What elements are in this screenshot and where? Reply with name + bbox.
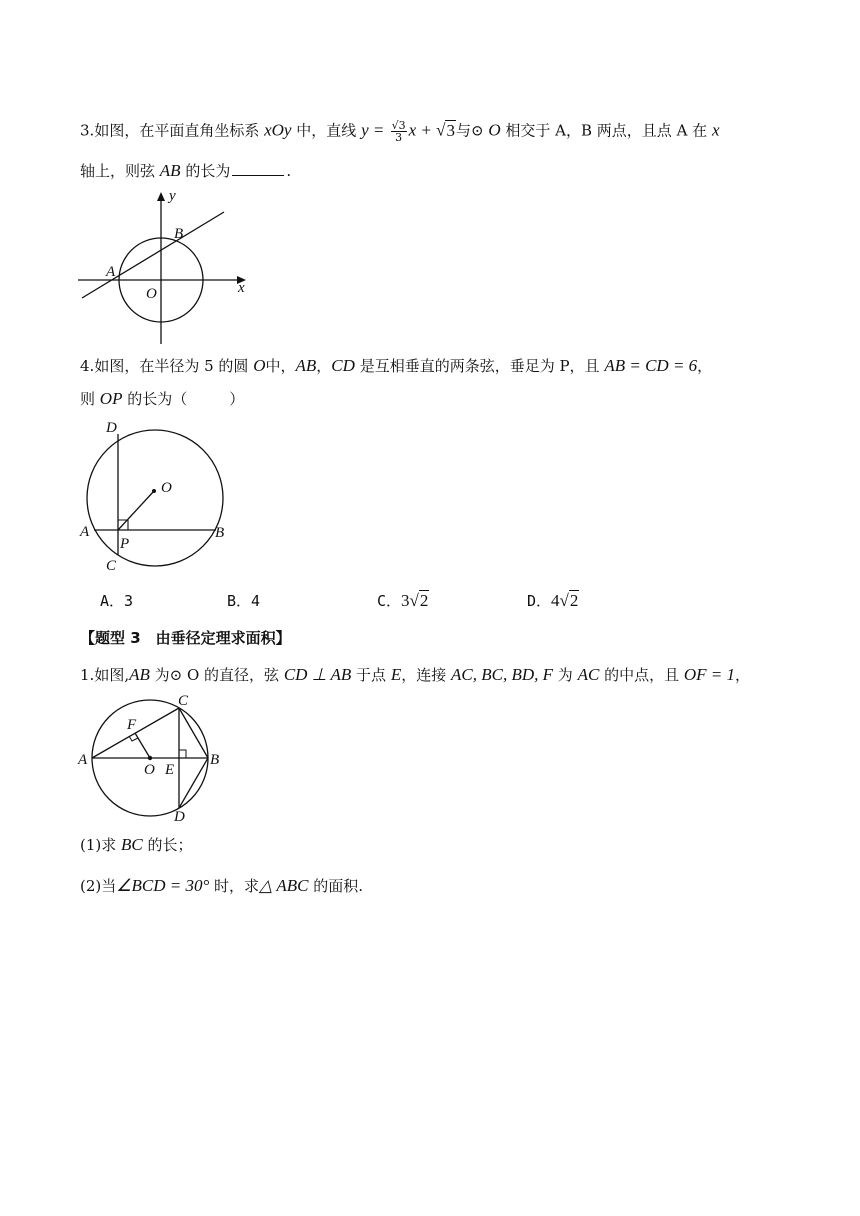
q4-figure <box>70 414 240 576</box>
point-o <box>148 756 152 760</box>
q3-text: 如图，在平面直角坐标系 <box>94 121 260 140</box>
right-angle-mark-e <box>179 750 186 758</box>
point-o <box>152 489 156 493</box>
svg-text:A: A <box>78 752 88 768</box>
segment-bd <box>179 758 208 808</box>
option-a[interactable]: A．3 <box>100 592 134 610</box>
p1-perp: CD ⊥ AB <box>283 665 352 684</box>
svg-text:O: O <box>144 762 155 778</box>
q3-text: 相交于 A，B 两点，且点 A 在 <box>505 121 708 140</box>
answer-blank[interactable] <box>232 161 284 176</box>
svg-text:E: E <box>165 762 175 778</box>
y-axis-arrow-icon <box>157 192 165 201</box>
svg-text:B: B <box>215 525 225 541</box>
q3-var-x: x <box>711 120 720 140</box>
q3-var-ab: AB <box>159 161 181 180</box>
svg-text:F: F <box>127 717 137 733</box>
svg-text:O: O <box>161 480 172 496</box>
option-c[interactable]: C．3√2 <box>377 591 429 610</box>
svg-text:A: A <box>80 524 90 540</box>
q3-eq-mid: x + <box>408 120 437 140</box>
svg-text:B: B <box>210 752 220 768</box>
option-b[interactable]: B．4 <box>227 592 261 610</box>
q4-line-2: 则 OP 的长为（ ） <box>80 389 245 408</box>
p1-line-1: 1.如图,AB 为⊙ O 的直径，弦 CD ⊥ AB 于点 E，连接 AC, BC, BD, F 为 AC 的中点，且 OF = 1， <box>80 665 751 684</box>
q3-text: 中，直线 <box>296 121 357 140</box>
segment-op <box>118 491 154 530</box>
label-b: B <box>174 226 184 242</box>
q3-text: 与⊙ <box>455 121 484 140</box>
q3-eq-lhs: y = <box>361 120 389 140</box>
label-x: x <box>238 280 245 296</box>
p1-figure <box>70 688 230 824</box>
q3-line-1 <box>80 120 720 143</box>
svg-text:D: D <box>106 420 117 436</box>
q3-fraction: $\frac{√3}{3}$ <box>391 119 406 144</box>
segment-of <box>135 733 150 758</box>
section-heading: 【题型 3 由垂径定理求面积】 <box>80 629 291 647</box>
q3-line-2: 轴上，则弦 AB 的长为 . <box>80 161 292 180</box>
p1-sub-2: (2)当∠BCD = 30° 时，求△ ABC 的面积. <box>80 876 364 895</box>
q3-number: 3. <box>80 121 95 140</box>
q4-line-1: 4.如图，在半径为 5 的圆 O中，AB，CD 是互相垂直的两条弦，垂足为 P，且 AB = CD = 6， <box>80 356 713 375</box>
q3-sqrt: √3 <box>436 120 455 140</box>
svg-text:C: C <box>178 693 189 709</box>
label-y: y <box>169 188 176 204</box>
svg-text:P: P <box>120 536 130 552</box>
label-a: A <box>106 264 116 280</box>
q3-figure <box>70 186 260 346</box>
q3-var-xoy: xOy <box>264 120 292 140</box>
svg-text:C: C <box>106 558 117 574</box>
svg-text:D: D <box>174 809 185 824</box>
label-o: O <box>146 286 157 302</box>
option-d[interactable]: D．4√2 <box>527 591 579 610</box>
q4-equation: AB = CD = 6 <box>604 356 698 375</box>
circle-o <box>87 430 223 566</box>
q3-var-o: O <box>488 120 501 140</box>
p1-sub-1: (1)求 BC 的长； <box>80 835 193 854</box>
